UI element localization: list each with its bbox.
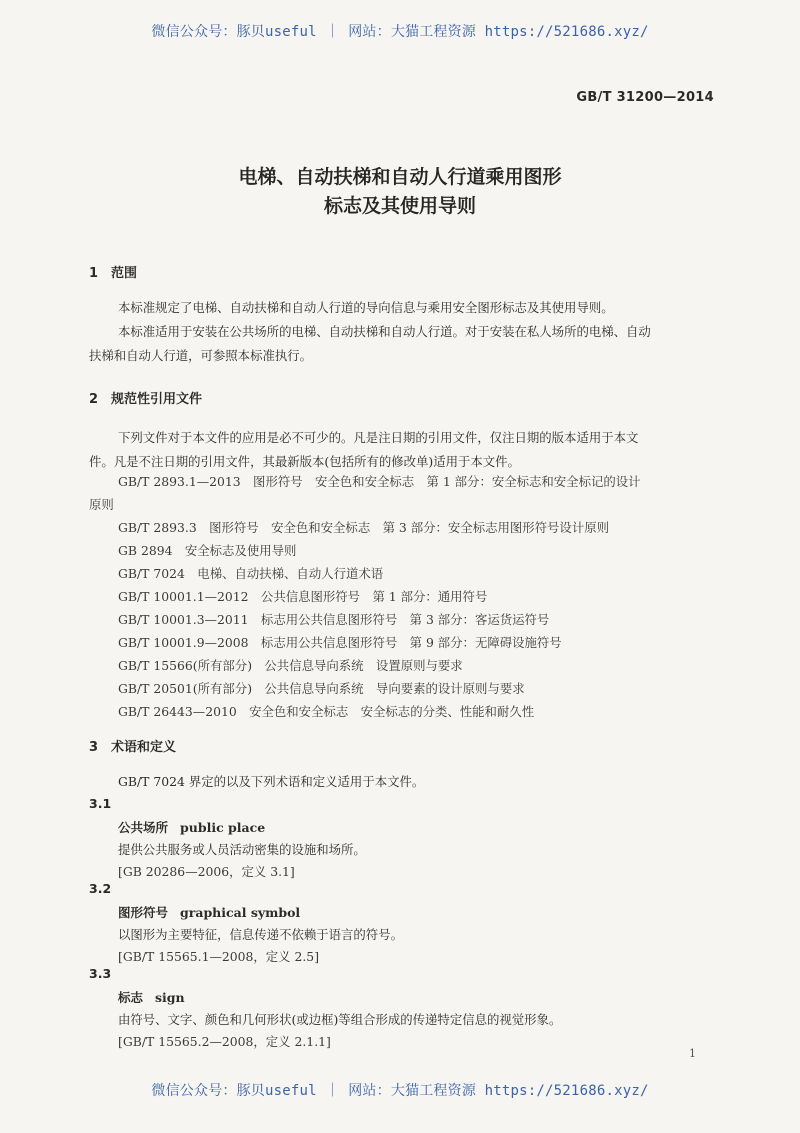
term-source: [GB/T 15565.1—2008，定义 2.5]: [118, 949, 320, 964]
watermark-top: 微信公众号：豚贝useful ｜ 网站：大猫工程资源 https://521686.xyz/: [151, 24, 649, 40]
reference-item: GB/T 2893.1—2013 图形符号 安全色和安全标志 第 1 部分：安全标志和安全标记的设计: [118, 474, 641, 489]
paragraph: 扶梯和自动人行道，可参照本标准执行。: [89, 348, 313, 363]
clause-number: 3.1: [89, 796, 112, 811]
term-english: sign: [155, 990, 185, 1005]
term-definition: 以图形为主要特征，信息传递不依赖于语言的符号。: [118, 927, 403, 942]
paragraph: GB/T 7024 界定的以及下列术语和定义适用于本文件。: [118, 774, 425, 789]
term-english: graphical symbol: [180, 905, 301, 920]
term-chinese: 标志: [118, 990, 144, 1005]
section-heading-terms: [89, 736, 176, 755]
reference-item: GB/T 2893.3 图形符号 安全色和安全标志 第 3 部分：安全标志用图形符号设计原则: [118, 520, 609, 535]
reference-item: GB/T 15566(所有部分) 公共信息导向系统 设置原则与要求: [118, 658, 463, 673]
standard-code: GB/T 31200—2014: [576, 90, 714, 105]
term-definition: 提供公共服务或人员活动密集的设施和场所。: [118, 842, 366, 857]
section-heading-scope: [89, 262, 137, 281]
reference-item: GB/T 10001.3—2011 标志用公共信息图形符号 第 3 部分：客运货运符号: [118, 612, 550, 627]
reference-item-continuation: 原则: [89, 497, 114, 512]
section-heading-normative-references: [89, 388, 202, 407]
reference-item: GB/T 20501(所有部分) 公共信息导向系统 导向要素的设计原则与要求: [118, 681, 525, 696]
clause-number: 3.3: [89, 966, 112, 981]
section-number: 2: [89, 392, 99, 407]
term-chinese: 图形符号: [118, 905, 169, 920]
section-title: 术语和定义: [111, 740, 177, 755]
term-source: [GB 20286—2006，定义 3.1]: [118, 864, 295, 879]
paragraph: 件。凡是不注日期的引用文件，其最新版本(包括所有的修改单)适用于本文件。: [89, 454, 520, 469]
term-entry: [118, 988, 185, 1006]
paragraph: 下列文件对于本文件的应用是必不可少的。凡是注日期的引用文件，仅注日期的版本适用于本文: [118, 430, 639, 445]
term-entry: [118, 903, 300, 921]
term-entry: [118, 818, 265, 836]
paragraph: 本标准规定了电梯、自动扶梯和自动人行道的导向信息与乘用安全图形标志及其使用导则。: [118, 300, 614, 315]
clause-number: 3.2: [89, 881, 112, 896]
document-title-line1: 电梯、自动扶梯和自动人行道乘用图形: [238, 166, 562, 188]
document-title-line2: 标志及其使用导则: [323, 195, 476, 217]
paragraph: 本标准适用于安装在公共场所的电梯、自动扶梯和自动人行道。对于安装在私人场所的电梯、自动: [118, 324, 651, 339]
watermark-bottom: 微信公众号：豚贝useful ｜ 网站：大猫工程资源 https://521686.xyz/: [151, 1083, 649, 1099]
reference-item: GB 2894 安全标志及使用导则: [118, 543, 297, 558]
section-number: 1: [89, 266, 99, 281]
term-english: public place: [180, 820, 266, 835]
term-definition: 由符号、文字、颜色和几何形状(或边框)等组合形成的传递特定信息的视觉形象。: [118, 1012, 562, 1027]
reference-item: GB/T 7024 电梯、自动扶梯、自动人行道术语: [118, 566, 384, 581]
reference-item: GB/T 26443—2010 安全色和安全标志 安全标志的分类、性能和耐久性: [118, 704, 535, 719]
term-source: [GB/T 15565.2—2008，定义 2.1.1]: [118, 1034, 331, 1049]
section-number: 3: [89, 740, 99, 755]
reference-item: GB/T 10001.1—2012 公共信息图形符号 第 1 部分：通用符号: [118, 589, 488, 604]
reference-item: GB/T 10001.9—2008 标志用公共信息图形符号 第 9 部分：无障碍设施符号: [118, 635, 562, 650]
section-title: 范围: [111, 266, 138, 281]
section-title: 规范性引用文件: [111, 392, 203, 407]
term-chinese: 公共场所: [118, 820, 169, 835]
page-number: 1: [689, 1047, 696, 1060]
